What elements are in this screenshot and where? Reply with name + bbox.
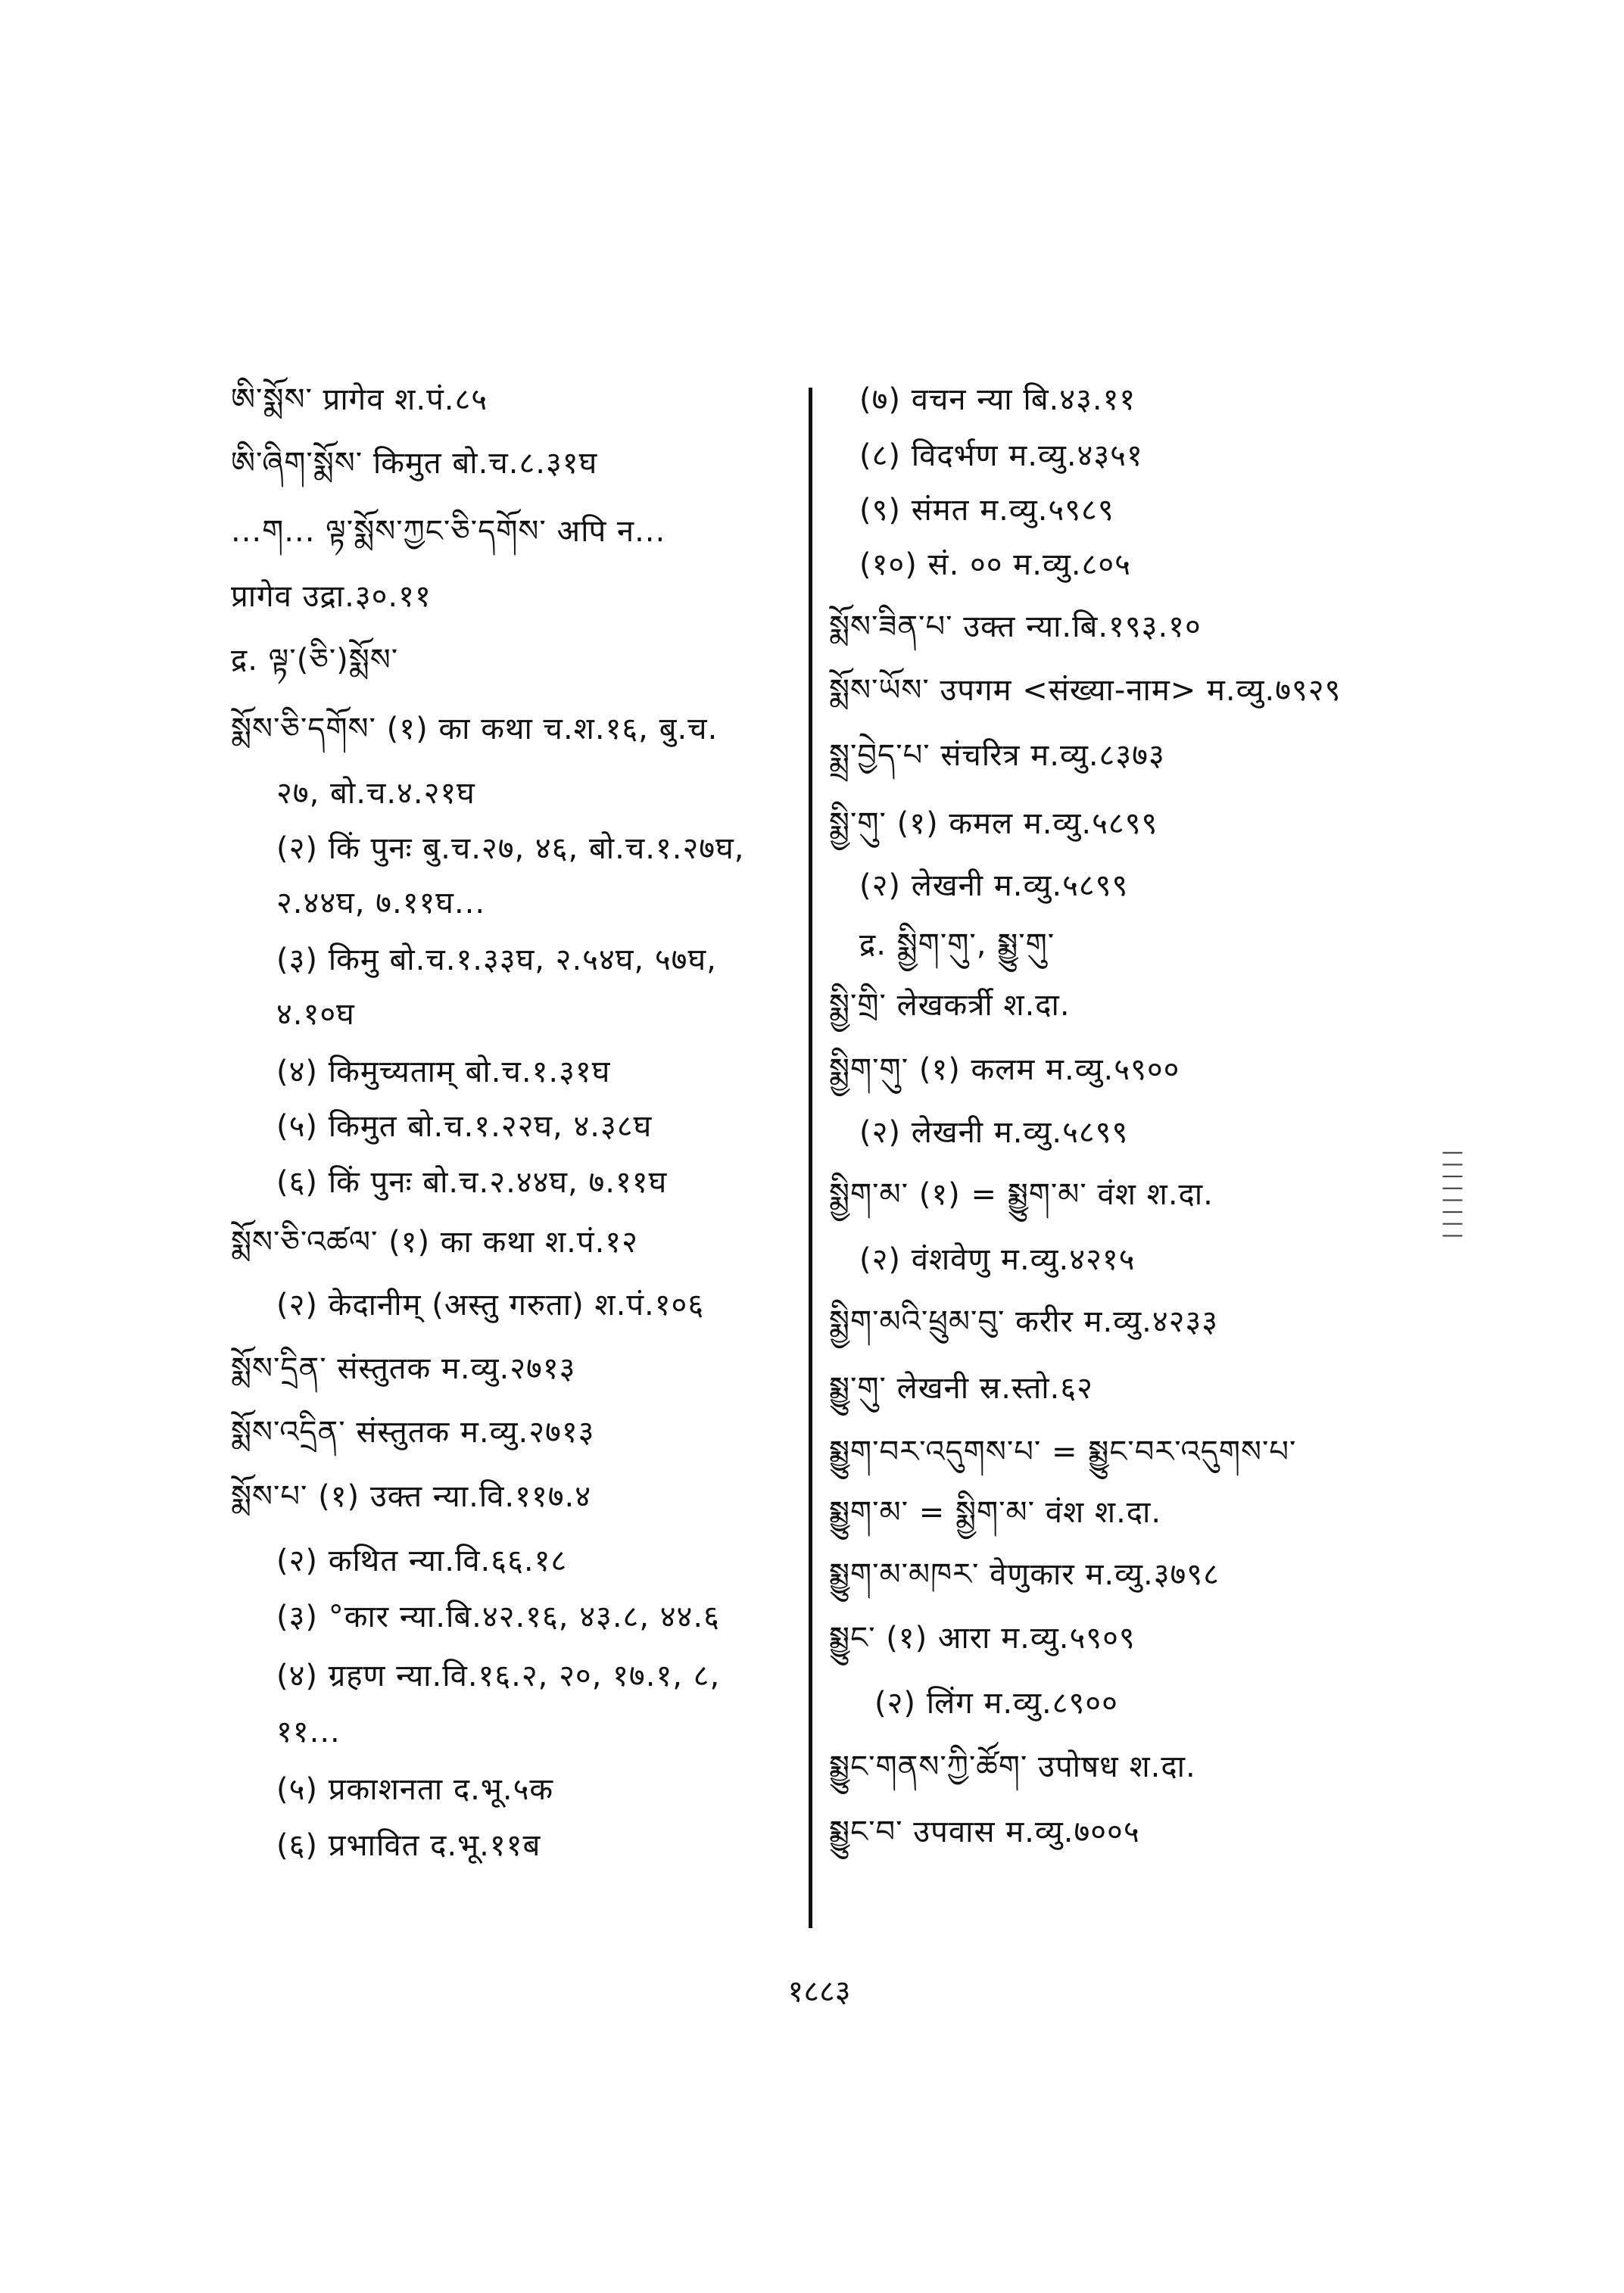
entry-line: ཨི་སྨོས་ प्रागेव श.पं.८५ — [231, 382, 488, 417]
entry-line: སྨོས་དྲིན་ संस्तुतक म.व्यु.२७१३ — [231, 1351, 576, 1386]
entry-line: སྨོས་ཅི་དགོས་ (१) का कथा च.श.१६, बु.च. — [231, 712, 718, 746]
entry-line: द्र. ལྟ་(ཅི་)སྨོས་ — [231, 643, 399, 678]
entry-line: ११... — [276, 1715, 341, 1749]
entry-line: (२) लिंग म.व्यु.८९०० — [874, 1686, 1118, 1721]
entry-line: (२) कथित न्या.वि.६६.१८ — [276, 1544, 568, 1578]
entry-line: སྨྱི་གུ་ (१) कमल म.व्यु.५८९९ — [829, 806, 1158, 841]
entry-line: (३) °कार न्या.बि.४२.१६, ४३.८, ४४.६ — [276, 1600, 720, 1634]
entry-line: སྨྱིག་མ་ (१) = སྨྱུག་མ་ वंश श.दा. — [829, 1177, 1214, 1212]
entry-line: (४) ग्रहण न्या.वि.१६.२, २०, १७.१, ८, — [276, 1659, 721, 1693]
entry-line: (९) संमत म.व्यु.५९८९ — [859, 493, 1114, 528]
entry-line: སྨྱིག་མའི་ཕྲུམ་བུ་ करीर म.व्यु.४२३३ — [829, 1304, 1219, 1339]
entry-line: २.४४घ, ७.११घ... — [276, 886, 486, 921]
entry-line: སྨྲ་བྱེད་པ་ संचरित्र म.व्यु.८३७३ — [829, 738, 1165, 773]
entry-line: (८) विदर्भण म.व्यु.४३५१ — [859, 438, 1143, 473]
entry-line: སྨྱུག་མ་ = སྨྱིག་མ་ वंश श.दा. — [829, 1495, 1162, 1530]
entry-line: སྨོས་ཟིན་པ་ उक्त न्या.बि.१९३.१० — [829, 609, 1202, 644]
entry-line: ཨི་ཞིག་སྨོས་ किमुत बो.च.८.३१घ — [231, 446, 598, 481]
entry-line: ...ག... ལྟ་སྨོས་ཀྱང་ཅི་དགོས་ अपि न... — [231, 514, 666, 549]
entry-line: प्रागेव उद्रा.३०.११ — [231, 579, 432, 614]
entry-line: २७, बो.च.४.२१घ — [276, 776, 475, 811]
entry-line: (३) किमु बो.च.१.३३घ, २.५४घ, ५७घ, — [276, 942, 717, 977]
margin-mark: |||||||| — [1442, 1147, 1465, 1242]
entry-line: སྨོས་པ་ (१) उक्त न्या.वि.११७.४ — [231, 1479, 592, 1514]
entry-line: སྨོས་ཅི་འཚལ་ (१) का कथा श.पं.१२ — [231, 1225, 638, 1260]
entry-line: སྨྱུང་ (१) आरा म.व्यु.५९०९ — [829, 1621, 1136, 1656]
entry-line: སྨོས་འདྲིན་ संस्तुतक म.व्यु.२७१३ — [231, 1415, 595, 1450]
entry-line: (२) लेखनी म.व्यु.५८९९ — [859, 1115, 1129, 1150]
entry-line: (७) वचन न्या बि.४३.११ — [859, 382, 1136, 417]
entry-line: द्र. སྨྱིག་གུ་, སྨྱུ་གུ་ — [859, 927, 1055, 962]
entry-line: སྨོས་ཡོས་ उपगम <संख्या-नाम> म.व्यु.७९२९ — [829, 673, 1342, 708]
entry-line: སྨྱི་གྲི་ लेखकर्त्री श.दा. — [829, 988, 1071, 1023]
entry-line: སྨྱུ་གུ་ लेखनी स्र.स्तो.६२ — [829, 1371, 1093, 1406]
entry-line: (४) किमुच्यताम् बो.च.१.३१घ — [276, 1055, 611, 1089]
entry-line: (२) वंशवेणु म.व्यु.४२१५ — [859, 1242, 1136, 1277]
entry-line: (६) प्रभावित द.भू.११ब — [276, 1828, 541, 1863]
entry-line: (५) प्रकाशनता द.भू.५क — [276, 1772, 554, 1807]
entry-line: སྨྱུང་བ་ उपवास म.व्यु.७००५ — [829, 1815, 1140, 1849]
entry-line: (२) लेखनी म.व्यु.५८९९ — [859, 868, 1129, 903]
entry-line: (१०) सं. ०० म.व्यु.८०५ — [859, 547, 1131, 582]
entry-line: སྨྱིག་གུ་ (१) कलम म.व्यु.५९०० — [829, 1052, 1180, 1087]
page-number: १८८३ — [787, 1974, 851, 2009]
entry-line: སྨྱུང་གནས་ཀྱི་ཚོག་ उपोषध श.दा. — [829, 1749, 1196, 1784]
entry-line: སྨྱུག་བར་འདུགས་པ་ = སྨྱུང་བར་འདུགས་པ་ — [829, 1435, 1297, 1469]
entry-line: (२) किं पुनः बु.च.२७, ४६, बो.च.१.२७घ, — [276, 831, 745, 866]
entry-line: (२) केदानीम् (अस्तु गरुता) श.पं.१०६ — [276, 1288, 705, 1323]
column-divider — [809, 388, 812, 1928]
entry-line: (६) किं पुनः बो.च.२.४४घ, ७.११घ — [276, 1165, 668, 1200]
entry-line: ४.१०घ — [276, 997, 355, 1032]
entry-line: སྨྱུག་མ་མཁར་ वेणुकार म.व्यु.३७९८ — [829, 1557, 1220, 1592]
entry-line: (५) किमुत बो.च.१.२२घ, ४.३८घ — [276, 1109, 653, 1144]
